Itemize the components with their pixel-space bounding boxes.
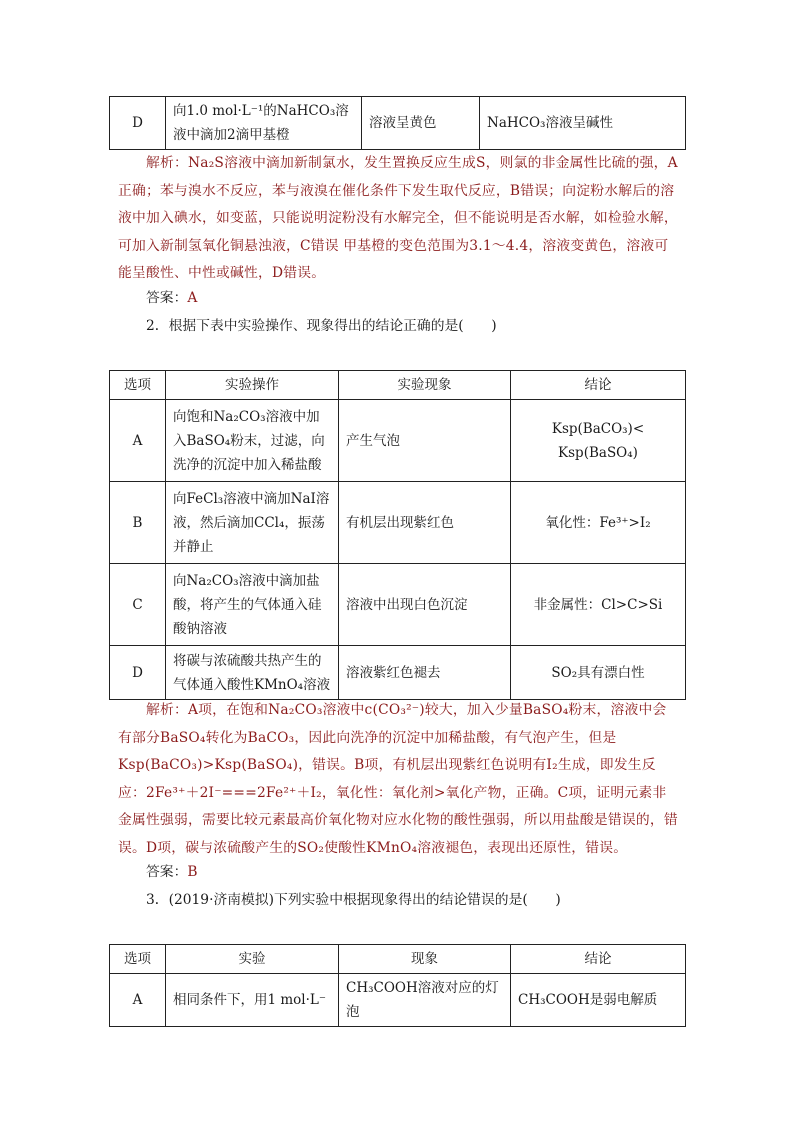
phenomenon-cell: 产生气泡 [339,400,511,482]
table-row [110,400,686,482]
q1-explanation: 解析：Na₂S溶液中滴加新制氯水，发生置换反应生成S，则氯的非金属性比硫的强，A正确；苯与溴水不反应，苯与液溴在催化条件下发生取代反应，B错误；向淀粉水解后的溶液中加入碘水，如变蓝，只能说明淀粉没有水解完全，但不能说明是否水解，如检验水解，可加入新制氢氧化铜悬浊液，C错误 甲基橙的变色范围为3.1～4.4，溶液变黄色，溶液可能呈酸性、中性或碱性，D错误。 [118,155,678,281]
q2-answer [146,860,198,884]
option-cell: C [110,564,166,646]
operation-cell: 向饱和Na₂CO₃溶液中加入BaSO₄粉末，过滤，向洗净的沉淀中加入稀盐酸 [166,400,339,482]
table-q3 [109,944,686,1027]
q2-explanation: 解析：A项，在饱和Na₂CO₃溶液中c(CO₃²⁻)较大，加入少量BaSO₄粉末，溶液中会有部分BaSO₄转化为BaCO₃，因此向洗净的沉淀中加稀盐酸，有气泡产生，但是Ksp(BaCO₃)>Ksp(BaSO₄)，错误。B项，有机层出现紫红色说明有I₂生成，即发生反应：2Fe³⁺＋2I⁻===2Fe²⁺＋I₂，氧化性：氧化剂>氧化产物，正确。C项，证明元素非金属性强弱，需要比较元素最高价氧化物对应水化物的酸性强弱，所以用盐酸是错误的，错误。D项，碳与浓硫酸产生的SO₂使酸性KMnO₄溶液褪色，表现出还原性，错误。 [118,702,678,856]
conclusion-line: Ksp(BaCO₃)< [551,420,645,437]
table-row [110,482,686,564]
table-row [110,97,686,150]
table-row [110,564,686,646]
q2-stem: 2．根据下表中实验操作、现象得出的结论正确的是( ) [146,318,497,334]
option-cell: A [110,400,166,482]
header-option: 选项 [110,371,166,400]
answer-value: A [187,290,198,306]
phenomenon-cell: 溶液呈黄色 [362,97,480,150]
option-cell: D [110,646,166,700]
phenomenon-cell: 有机层出现紫红色 [339,482,511,564]
conclusion-cell [511,400,686,482]
phenomenon-cell: 溶液紫红色褪去 [339,646,511,700]
table-q1-continued [109,96,686,150]
table-row [110,646,686,700]
operation-cell: 向1.0 mol·L⁻¹的NaHCO₃溶液中滴加2滴甲基橙 [166,97,362,150]
header-conclusion: 结论 [511,945,686,974]
q3-stem: 3．(2019·济南模拟)下列实验中根据现象得出的结论错误的是( ) [146,892,561,908]
answer-value: B [187,864,198,880]
conclusion-line: Ksp(BaSO₄) [558,444,638,461]
conclusion-cell: NaHCO₃溶液呈碱性 [480,97,686,150]
table-row [110,974,686,1027]
conclusion-cell: 非金属性：Cl>C>Si [511,564,686,646]
option-cell: A [110,974,166,1027]
answer-label: 答案： [146,290,188,306]
header-operation: 实验 [166,945,339,974]
header-phenomenon: 现象 [339,945,511,974]
option-cell: B [110,482,166,564]
option-cell: D [110,97,166,150]
conclusion-cell: 氧化性：Fe³⁺>I₂ [511,482,686,564]
header-operation: 实验操作 [166,371,339,400]
phenomenon-cell: CH₃COOH溶液对应的灯泡 [339,974,511,1027]
conclusion-cell: SO₂具有漂白性 [511,646,686,700]
operation-cell: 向FeCl₃溶液中滴加NaI溶液，然后滴加CCl₄，振荡并静止 [166,482,339,564]
operation-cell: 向Na₂CO₃溶液中滴加盐酸，将产生的气体通入硅酸钠溶液 [166,564,339,646]
header-conclusion: 结论 [511,371,686,400]
conclusion-cell: CH₃COOH是弱电解质 [511,974,686,1027]
q1-answer [146,286,197,310]
table-q2 [109,370,686,700]
header-phenomenon: 实验现象 [339,371,511,400]
table-header-row [110,945,686,974]
header-option: 选项 [110,945,166,974]
operation-cell: 相同条件下，用1 mol·L⁻ [166,974,339,1027]
answer-label: 答案： [146,864,188,880]
table-header-row [110,371,686,400]
operation-cell: 将碳与浓硫酸共热产生的气体通入酸性KMnO₄溶液 [166,646,339,700]
phenomenon-cell: 溶液中出现白色沉淀 [339,564,511,646]
